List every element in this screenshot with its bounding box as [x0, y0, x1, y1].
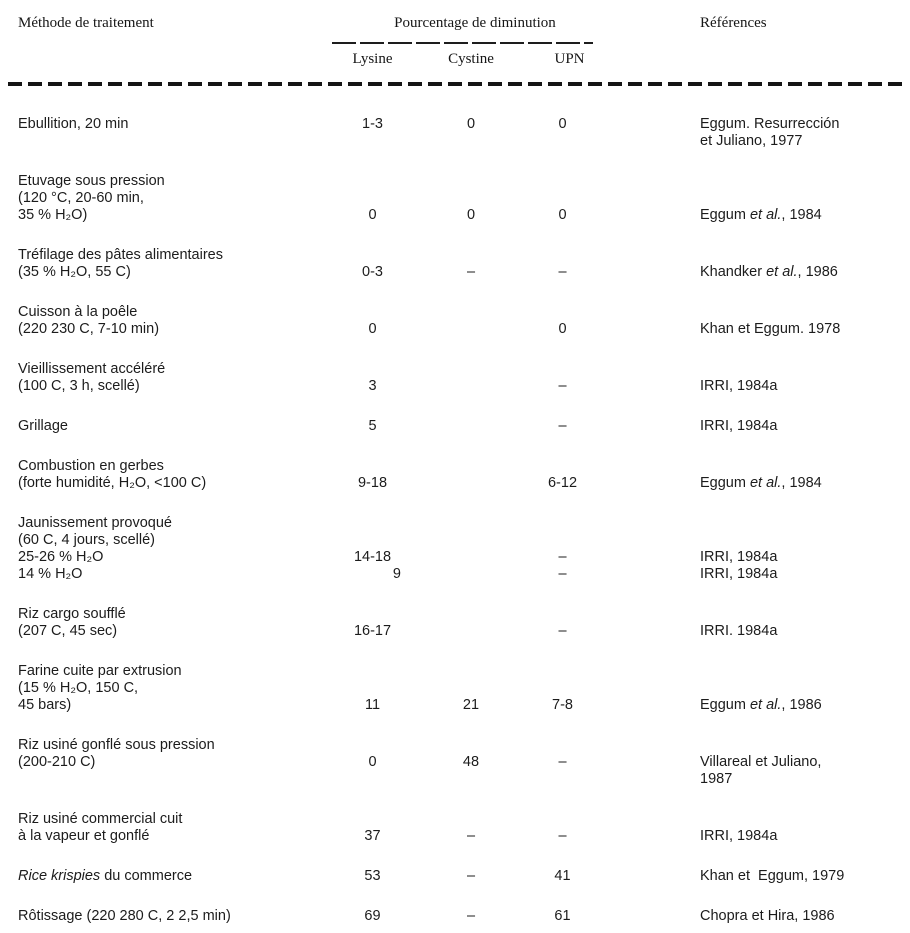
text-segment: Eggum [700, 697, 750, 713]
upn-value: – [558, 378, 567, 394]
lysine-column-header: Lysine [352, 51, 393, 67]
upn-value-cell [515, 697, 610, 714]
text-line [700, 378, 904, 395]
cystine-value-cell [415, 475, 515, 492]
lysine-value-cell [330, 378, 415, 395]
upn-value-cell [515, 475, 610, 492]
text-segment: IRRI, 1984a [700, 418, 778, 434]
upn-value: 0 [558, 207, 567, 223]
cystine-value: 48 [462, 754, 480, 770]
lysine-value-cell [330, 207, 415, 224]
table-row [18, 304, 904, 338]
text-segment: , 1984 [781, 207, 822, 223]
text-line [18, 304, 330, 321]
reference-cell [610, 828, 904, 845]
text-line [18, 754, 330, 771]
table-row [18, 458, 904, 492]
cystine-value [427, 321, 515, 338]
text-segment: IRRI, 1984a [700, 566, 778, 582]
upn-value: – [558, 566, 567, 582]
method-cell [18, 458, 330, 492]
text-line [700, 207, 904, 224]
table-body [18, 116, 904, 925]
text-line [700, 828, 904, 845]
method-cell [18, 515, 330, 583]
text-line [700, 566, 904, 583]
method-cell [18, 908, 330, 925]
upn-value: – [558, 264, 567, 280]
text-line [700, 133, 904, 150]
text-segment: 35 % H₂O) [18, 207, 88, 223]
text-segment: Combustion en gerbes [18, 458, 164, 474]
text-segment: IRRI, 1984a [700, 378, 778, 394]
lysine-value: 0 [368, 207, 377, 223]
method-cell [18, 811, 330, 845]
upn-value-cell [515, 418, 610, 435]
upn-value-cell [515, 623, 610, 640]
text-segment: Khandker [700, 264, 767, 280]
text-segment: Eggum [700, 207, 750, 223]
text-line [18, 264, 330, 281]
method-cell [18, 247, 330, 281]
cystine-value-cell [415, 207, 515, 224]
italic-text-segment: Rice krispies [18, 868, 101, 884]
text-line [18, 207, 330, 224]
text-line [18, 321, 330, 338]
percent-diminution-group-header: Pourcentage de diminution [394, 15, 556, 31]
text-line [18, 566, 330, 583]
lysine-value-cell [330, 908, 415, 925]
upn-column-header: UPN [554, 51, 585, 67]
cystine-value-cell [415, 908, 515, 925]
text-segment: IRRI, 1984a [700, 828, 778, 844]
lysine-value: 9 [392, 566, 401, 582]
cystine-value-cell [415, 623, 515, 640]
references-column-header: Références [700, 15, 767, 31]
reference-cell [610, 549, 904, 583]
method-cell [18, 361, 330, 395]
text-segment: Khan et Eggum, 1979 [700, 868, 845, 884]
text-line [18, 680, 330, 697]
lysine-value-cell [330, 549, 415, 583]
text-line [18, 361, 330, 378]
text-segment: (200-210 C) [18, 754, 96, 770]
text-line [700, 549, 904, 566]
text-segment: (207 C, 45 sec) [18, 623, 118, 639]
upn-value-cell [515, 549, 610, 583]
cystine-value-cell [415, 754, 515, 771]
text-segment: Riz cargo soufflé [18, 606, 126, 622]
text-segment: du commerce [100, 868, 193, 884]
lysine-value: 9-18 [357, 475, 388, 491]
table-row [18, 606, 904, 640]
subcolumn-header-row [18, 50, 904, 69]
text-line [18, 116, 330, 133]
method-cell [18, 606, 330, 640]
italic-text-segment: et al. [749, 475, 782, 491]
reference-cell [610, 207, 904, 224]
cystine-value [427, 549, 515, 566]
table-row [18, 418, 904, 435]
italic-text-segment: et al. [766, 264, 798, 280]
text-line [18, 606, 330, 623]
text-segment: , 1986 [797, 264, 838, 280]
lysine-value: 11 [364, 697, 381, 713]
text-segment: Villareal et Juliano, [700, 754, 822, 770]
lysine-value-cell [330, 116, 415, 133]
upn-value-cell [515, 754, 610, 771]
text-line [18, 908, 330, 925]
lysine-value-cell [330, 475, 415, 492]
reference-cell [610, 418, 904, 435]
upn-value-cell [515, 321, 610, 338]
text-line [18, 475, 330, 492]
lysine-value-cell [330, 868, 415, 885]
text-segment: et Juliano, 1977 [700, 133, 803, 149]
upn-value: – [558, 549, 567, 565]
upn-value: 41 [554, 868, 571, 884]
table-row [18, 908, 904, 925]
text-segment: Eggum. Resurrección [700, 116, 840, 132]
text-line [700, 697, 904, 714]
text-segment: (forte humidité, H₂O, <100 C) [18, 475, 207, 491]
table-row [18, 361, 904, 395]
reference-cell [610, 321, 904, 338]
cystine-value: – [466, 264, 476, 280]
cystine-value [427, 623, 515, 640]
text-line [700, 754, 904, 771]
text-line [18, 697, 330, 714]
lysine-value: 3 [368, 378, 377, 394]
lysine-value: 5 [368, 418, 377, 434]
text-line [18, 623, 330, 640]
table-row [18, 737, 904, 787]
text-line [700, 264, 904, 281]
upn-value-cell [515, 868, 610, 885]
text-segment: 25-26 % H₂O [18, 549, 104, 565]
cystine-value [427, 566, 515, 583]
table-row [18, 247, 904, 281]
cystine-value-cell [415, 868, 515, 885]
text-line [700, 321, 904, 338]
text-segment: Jaunissement provoqué [18, 515, 172, 531]
lysine-value-cell [330, 697, 415, 714]
text-segment: à la vapeur et gonflé [18, 828, 150, 844]
table-row [18, 663, 904, 714]
upn-value: – [558, 828, 567, 844]
reference-cell [610, 623, 904, 640]
cystine-value-cell [415, 264, 515, 281]
text-line [18, 737, 330, 754]
text-segment: 14 % H₂O [18, 566, 83, 582]
text-line [18, 828, 330, 845]
cystine-value-cell [415, 321, 515, 338]
text-segment: 1987 [700, 771, 733, 787]
method-cell [18, 173, 330, 224]
reference-cell [610, 868, 904, 885]
lysine-value: 16-17 [353, 623, 392, 639]
text-line [700, 771, 904, 788]
text-segment: Riz usiné commercial cuit [18, 811, 183, 827]
text-line [700, 475, 904, 492]
method-cell [18, 418, 330, 435]
method-cell [18, 663, 330, 714]
italic-text-segment: et al. [749, 697, 782, 713]
lysine-value: 14-18 [353, 549, 392, 565]
text-line [18, 868, 330, 885]
table-row [18, 811, 904, 845]
lysine-value-cell [330, 828, 415, 845]
table-header-row [18, 14, 904, 33]
text-segment: Cuisson à la poêle [18, 304, 138, 320]
lysine-value-cell [330, 264, 415, 281]
reference-cell [610, 116, 904, 150]
lysine-value: 53 [364, 868, 381, 884]
cystine-value-cell [415, 378, 515, 395]
text-segment: Rôtissage (220 280 C, 2 2,5 min) [18, 908, 231, 924]
text-line [18, 173, 330, 190]
lysine-value-cell [330, 321, 415, 338]
table-row [18, 868, 904, 885]
text-segment: Eggum [700, 475, 750, 491]
text-segment: , 1986 [781, 697, 822, 713]
cystine-value: 21 [462, 697, 480, 713]
upn-value: 61 [554, 908, 571, 924]
text-segment: (60 C, 4 jours, scellé) [18, 532, 155, 548]
lysine-value: 37 [364, 828, 381, 844]
text-line [18, 378, 330, 395]
text-segment: (120 °C, 20-60 min, [18, 190, 144, 206]
text-segment: 45 bars) [18, 697, 72, 713]
cystine-value: – [466, 908, 476, 924]
lysine-value: 0 [368, 321, 377, 337]
text-segment: , 1984 [781, 475, 822, 491]
text-segment: IRRI. 1984a [700, 623, 778, 639]
reference-cell [610, 475, 904, 492]
text-line [700, 418, 904, 435]
text-segment: (100 C, 3 h, scellé) [18, 378, 140, 394]
method-cell [18, 304, 330, 338]
text-segment: Chopra et Hira, 1986 [700, 908, 835, 924]
upn-value-cell [515, 908, 610, 925]
method-column-header: Méthode de traitement [18, 15, 154, 31]
text-line [18, 549, 330, 566]
text-segment: (15 % H₂O, 150 C, [18, 680, 139, 696]
reference-cell [610, 378, 904, 395]
cystine-value: – [466, 828, 476, 844]
upn-value-cell [515, 116, 610, 133]
text-line [18, 418, 330, 435]
cystine-value: 0 [466, 207, 476, 223]
text-segment: Vieillissement accéléré [18, 361, 166, 377]
text-segment: Farine cuite par extrusion [18, 663, 182, 679]
header-separator-rule [8, 82, 902, 86]
text-segment: Riz usiné gonflé sous pression [18, 737, 215, 753]
cystine-value-cell [415, 549, 515, 583]
subheader-spacer [18, 50, 330, 69]
upn-value: – [558, 418, 567, 434]
lysine-value-cell [330, 754, 415, 771]
text-line [18, 190, 330, 207]
upn-value: – [558, 754, 567, 770]
text-segment: Ebullition, 20 min [18, 116, 129, 132]
cystine-value-cell [415, 697, 515, 714]
text-line [18, 458, 330, 475]
cystine-column-header: Cystine [448, 51, 494, 67]
reference-cell [610, 908, 904, 925]
text-segment: Khan et Eggum. 1978 [700, 321, 841, 337]
method-cell [18, 737, 330, 771]
table-row [18, 515, 904, 583]
text-line [700, 908, 904, 925]
upn-value-cell [515, 207, 610, 224]
cystine-value-cell [415, 418, 515, 435]
cystine-value-cell [415, 116, 515, 133]
text-segment: Etuvage sous pression [18, 173, 165, 189]
table-row [18, 116, 904, 149]
upn-value-cell [515, 378, 610, 395]
text-line [18, 663, 330, 680]
italic-text-segment: et al. [749, 207, 782, 223]
lysine-value: 1-3 [362, 116, 383, 132]
method-cell [18, 868, 330, 885]
upn-value: 0 [558, 116, 567, 132]
text-line [18, 811, 330, 828]
table-row [18, 173, 904, 224]
upn-value-cell [515, 264, 610, 281]
lysine-value-cell [330, 418, 415, 435]
text-segment: Tréfilage des pâtes alimentaires [18, 247, 223, 263]
cystine-value: 0 [466, 116, 476, 132]
upn-value-cell [515, 828, 610, 845]
method-cell [18, 116, 330, 133]
text-line [700, 623, 904, 640]
lysine-value: 69 [364, 908, 381, 924]
reference-cell [610, 754, 904, 788]
text-line [700, 116, 904, 133]
cystine-value [427, 378, 515, 395]
subheader-spacer [610, 50, 904, 69]
text-segment: IRRI, 1984a [700, 549, 778, 565]
text-segment: (220 230 C, 7-10 min) [18, 321, 160, 337]
group-underline-slot [18, 33, 904, 44]
cystine-value-cell [415, 828, 515, 845]
reference-cell [610, 697, 904, 714]
cystine-value [427, 418, 515, 435]
text-line [700, 868, 904, 885]
upn-value: 0 [558, 321, 567, 337]
text-line [18, 515, 330, 532]
group-underline-rule [332, 42, 593, 44]
text-line [18, 247, 330, 264]
lysine-value: 0 [368, 754, 377, 770]
cystine-value [427, 475, 515, 492]
upn-value: 6-12 [547, 475, 578, 491]
text-segment: (35 % H₂O, 55 C) [18, 264, 131, 280]
lysine-value: 0-3 [362, 264, 383, 280]
text-segment: Grillage [18, 418, 68, 434]
reference-cell [610, 264, 904, 281]
upn-value: – [558, 623, 567, 639]
lysine-value-cell [330, 623, 415, 640]
upn-value: 7-8 [552, 697, 573, 713]
text-line [18, 532, 330, 549]
cystine-value: – [466, 868, 476, 884]
